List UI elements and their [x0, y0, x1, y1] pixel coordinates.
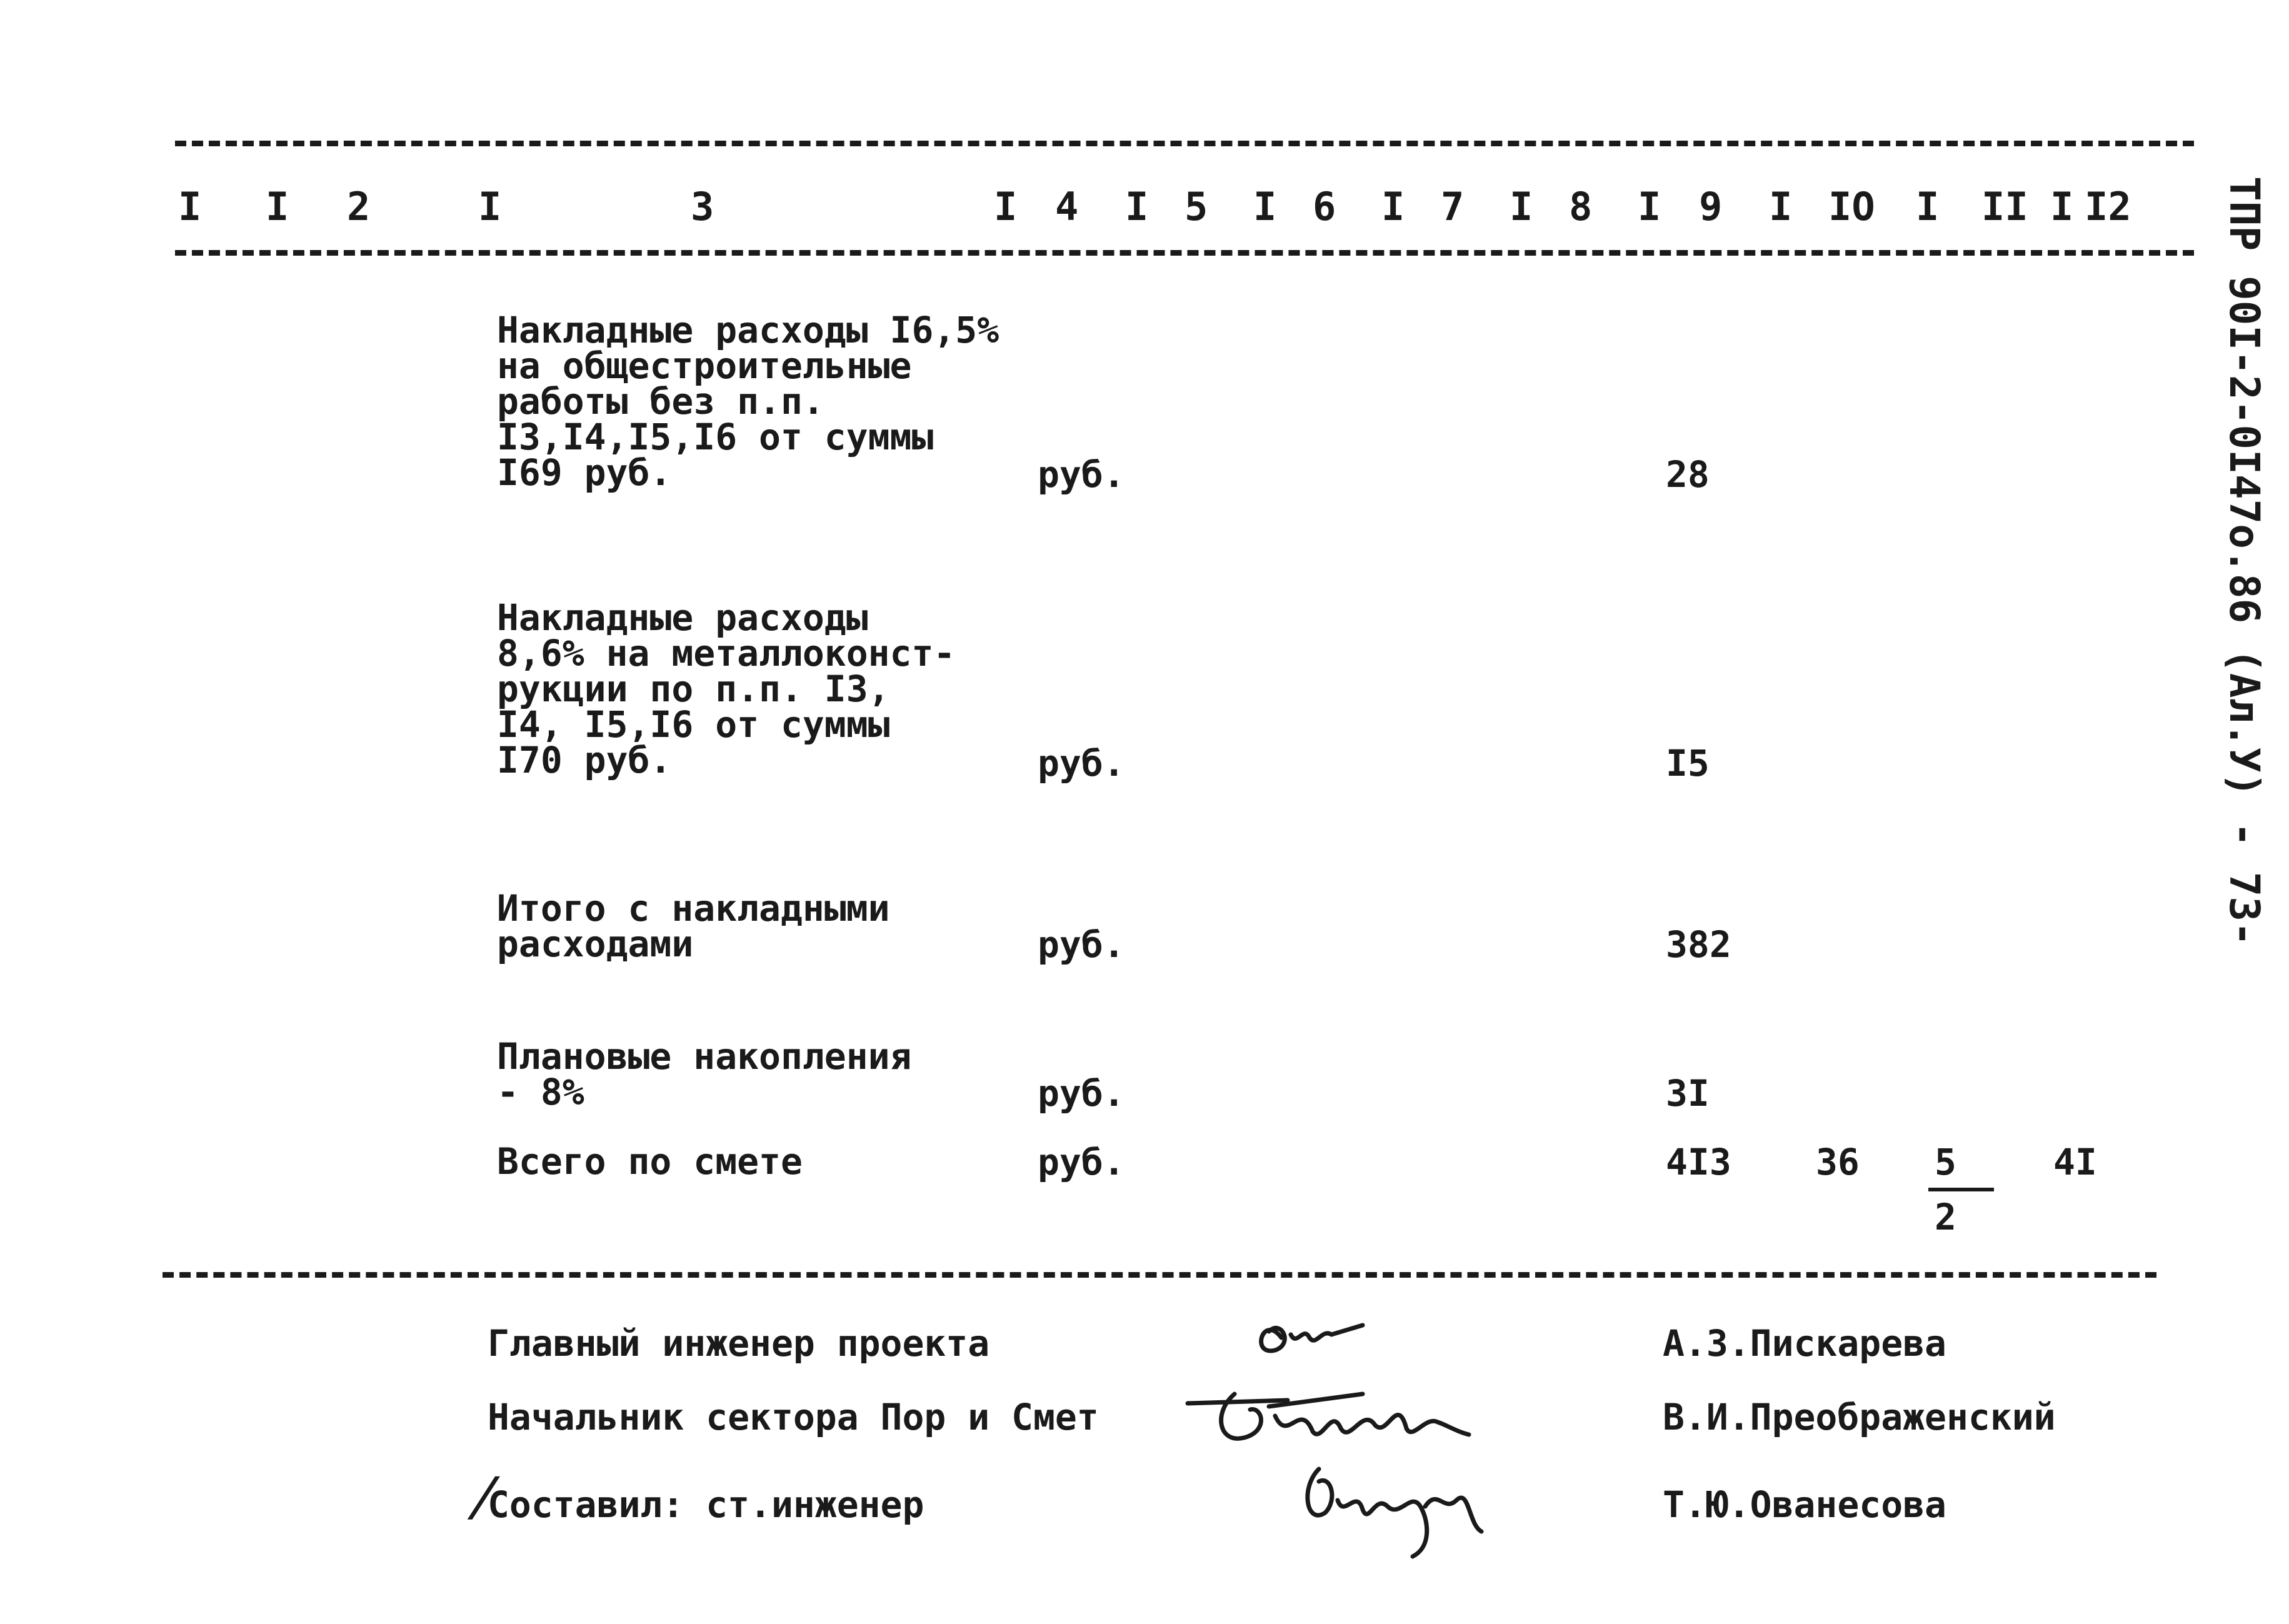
row-col11-denominator: 2 — [1935, 1196, 1956, 1238]
column-header-6: 6 — [1313, 184, 1336, 229]
column-header-1: I — [178, 184, 202, 229]
column-separator: I — [1638, 184, 1661, 229]
column-separator: I — [1381, 184, 1405, 229]
fraction-line — [1928, 1188, 1994, 1191]
margin-mark: / — [463, 1466, 506, 1527]
row-unit: руб. — [1038, 1072, 1125, 1115]
signer-title: Начальник сектора Пор и Смет — [488, 1396, 1099, 1438]
column-separator: I — [478, 184, 502, 229]
handwritten-signatures — [1175, 1300, 1613, 1563]
column-header-7: 7 — [1441, 184, 1465, 229]
row-col11-numerator: 5 — [1935, 1141, 1956, 1183]
column-header-3: 3 — [691, 184, 714, 229]
signer-title: Составил: ст.инженер — [488, 1483, 924, 1526]
row-col9-value: 4I3 — [1666, 1141, 1731, 1183]
row-col9-value: I5 — [1666, 742, 1710, 784]
document-code-margin: ТПР 90I-2-0I47o.86 (Ал.У) - 73- — [2220, 176, 2268, 946]
signer-name: Т.Ю.Ованесова — [1663, 1483, 1946, 1526]
column-separator: I — [2050, 184, 2074, 229]
row-col9-value: 3I — [1666, 1072, 1710, 1115]
row-col9-value: 28 — [1666, 453, 1710, 496]
column-separator: I — [1769, 184, 1793, 229]
row-description: Итого с накладными расходами — [497, 887, 890, 965]
column-separator: I — [1253, 184, 1277, 229]
column-separator: I — [1510, 184, 1533, 229]
row-col10-value: 36 — [1816, 1141, 1860, 1183]
header-top-rule — [175, 141, 2194, 146]
column-separator: I — [1916, 184, 1940, 229]
row-unit: руб. — [1038, 1141, 1125, 1183]
column-header-10: IO — [1828, 184, 1875, 229]
column-separator: I — [266, 184, 289, 229]
row-description: Накладные расходы I6,5% на общестроительные работы без п.п. I3,I4,I5,I6 от суммы I69 руб. — [497, 309, 999, 494]
row-description: Всего по смете — [497, 1140, 803, 1183]
row-description: Накладные расходы 8,6% на металлоконст- рукции по п.п. I3, I4, I5,I6 от суммы I70 руб. — [497, 596, 956, 781]
signer-title: Главный инженер проекта — [488, 1322, 990, 1365]
column-header-5: 5 — [1185, 184, 1208, 229]
column-header-2: 2 — [347, 184, 371, 229]
row-unit: руб. — [1038, 453, 1125, 496]
row-unit: руб. — [1038, 923, 1125, 966]
column-header-12: I2 — [2085, 184, 2131, 229]
row-unit: руб. — [1038, 742, 1125, 784]
column-header-8: 8 — [1569, 184, 1593, 229]
row-col12-value: 4I — [2053, 1141, 2097, 1183]
signer-name: А.З.Пискарева — [1663, 1322, 1946, 1365]
column-header-4: 4 — [1055, 184, 1079, 229]
column-separator: I — [994, 184, 1018, 229]
footer-rule — [163, 1272, 2156, 1278]
column-header-11: II — [1981, 184, 2028, 229]
header-bottom-rule — [175, 250, 2194, 256]
column-header-9: 9 — [1699, 184, 1723, 229]
row-description: Плановые накопления - 8% — [497, 1035, 912, 1113]
row-col9-value: 382 — [1666, 923, 1731, 966]
column-separator: I — [1125, 184, 1149, 229]
signer-name: В.И.Преображенский — [1663, 1396, 2056, 1438]
